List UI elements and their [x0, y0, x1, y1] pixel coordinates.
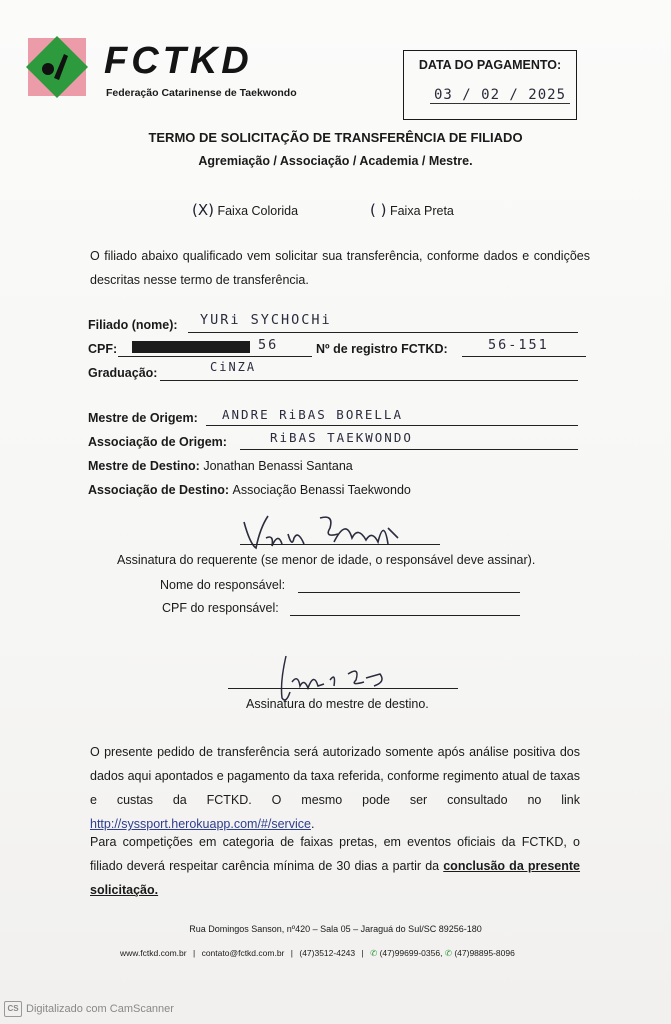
responsible-name-line — [298, 592, 520, 593]
assoc-origem-line — [240, 449, 578, 450]
option-black-belt — [370, 201, 454, 219]
camscanner-logo-icon: CS — [4, 1001, 22, 1017]
graduacao-label: Graduação: — [88, 366, 158, 380]
option-colored-belt — [192, 201, 298, 219]
intro-paragraph: O filiado abaixo qualificado vem solicitar sua transferência, conforme dados e condições descritas nesse termo de transferência. — [90, 249, 590, 287]
mestre-origem-line — [206, 425, 578, 426]
responsible-cpf-line — [290, 615, 520, 616]
whatsapp-icon: ✆ — [370, 948, 378, 958]
footer-phone: (47)3512-4243 — [299, 948, 356, 958]
mestre-destino-row — [88, 459, 353, 473]
mestre-origem-label: Mestre de Origem: — [88, 411, 198, 425]
footer-whatsapp-1: (47)99699-0356, — [379, 948, 443, 958]
camscanner-text: Digitalizado com CamScanner — [26, 1003, 174, 1015]
brand-subtitle: Federação Catarinense de Taekwondo — [106, 87, 297, 99]
footer-whatsapp-2: (47)98895-8096 — [454, 948, 515, 958]
mestre-destino-label: Mestre de Destino: — [88, 459, 200, 473]
option-colored-label: Faixa Colorida — [217, 204, 299, 218]
filiado-value: YURi SYCHOCHi — [200, 312, 332, 328]
master-caption: Assinatura do mestre de destino. — [246, 697, 429, 711]
footer-separator: | — [361, 948, 364, 958]
brand-name: FCTKD — [104, 40, 253, 82]
authorization-note — [90, 740, 580, 836]
master-signature-line — [228, 688, 458, 689]
cpf-value: 56 — [258, 337, 279, 353]
cpf-redaction — [132, 341, 250, 353]
filiado-line — [188, 332, 578, 333]
payment-date-box — [403, 50, 577, 120]
option-black-label: Faixa Preta — [389, 204, 454, 218]
requester-caption: Assinatura do requerente (se menor de idade, o responsável deve assinar). — [117, 553, 536, 567]
assoc-destino-row — [88, 483, 411, 497]
registro-line — [462, 356, 586, 357]
footer-contacts — [120, 948, 515, 959]
mestre-destino-value: Jonathan Benassi Santana — [203, 459, 353, 473]
assoc-origem-value: RiBAS TAEKWONDO — [270, 430, 413, 445]
black-belt-note — [90, 830, 580, 902]
black-belt-note-text: Para competições em categoria de faixas pretas, em eventos oficiais da FCTKD, o filiado deverá respeitar carência mínima de 30 dias a partir da — [90, 835, 580, 873]
assoc-destino-value: Associação Benassi Taekwondo — [232, 483, 411, 497]
requester-signature-icon — [238, 508, 418, 554]
graduacao-line — [160, 380, 578, 381]
footer-site: www.fctkd.com.br — [120, 948, 187, 958]
camscanner-watermark — [4, 1001, 174, 1017]
cpf-label: CPF: — [88, 342, 118, 356]
authorization-note-end: . — [310, 817, 315, 831]
document-title: TERMO DE SOLICITAÇÃO DE TRANSFERÊNCIA DE FILIADO — [148, 130, 523, 145]
responsible-name-label: Nome do responsável: — [160, 578, 286, 592]
checkbox-mark-black: ( ) — [370, 201, 387, 219]
authorization-note-text: O presente pedido de transferência será autorizado somente após análise positiva dos dados aqui apontados e pagamento da taxa referida, conforme regimento atual de taxas e custas da FCTKD. O mesmo pode ser consultado no link — [90, 745, 580, 807]
footer-separator: | — [192, 948, 196, 958]
payment-date-label: DATA DO PAGAMENTO: — [418, 58, 562, 72]
filiado-label: Filiado (nome): — [88, 318, 178, 332]
cpf-line — [118, 356, 312, 357]
fctkd-logo-icon — [26, 36, 88, 98]
assoc-destino-label: Associação de Destino: — [88, 483, 230, 497]
mestre-origem-value: ANDRE RiBAS BORELLA — [222, 407, 403, 422]
document-subtitle: Agremiação / Associação / Academia / Mestre. — [198, 154, 473, 168]
footer-address: Rua Domingos Sanson, nº420 – Sala 05 – Jaraguá do Sul/SC 89256-180 — [189, 924, 482, 934]
service-link[interactable]: http://syssport.herokuapp.com/#/service — [90, 817, 311, 831]
requester-signature-line — [240, 544, 440, 545]
registro-value: 56-151 — [488, 337, 549, 353]
assoc-origem-label: Associação de Origem: — [88, 435, 227, 449]
whatsapp-icon: ✆ — [444, 948, 452, 958]
responsible-cpf-label: CPF do responsável: — [162, 601, 279, 615]
payment-date-value: 03 / 02 / 2025 — [430, 87, 570, 104]
footer-email: contato@fctkd.com.br — [201, 948, 285, 958]
black-belt-note-emphasis: conclusão da presente solicitação. — [90, 859, 581, 897]
checkbox-mark-colored: (X) — [192, 201, 214, 219]
registro-label: Nº de registro FCTKD: — [316, 342, 448, 356]
graduacao-value: CiNZA — [210, 360, 257, 374]
footer-separator: | — [290, 948, 293, 958]
